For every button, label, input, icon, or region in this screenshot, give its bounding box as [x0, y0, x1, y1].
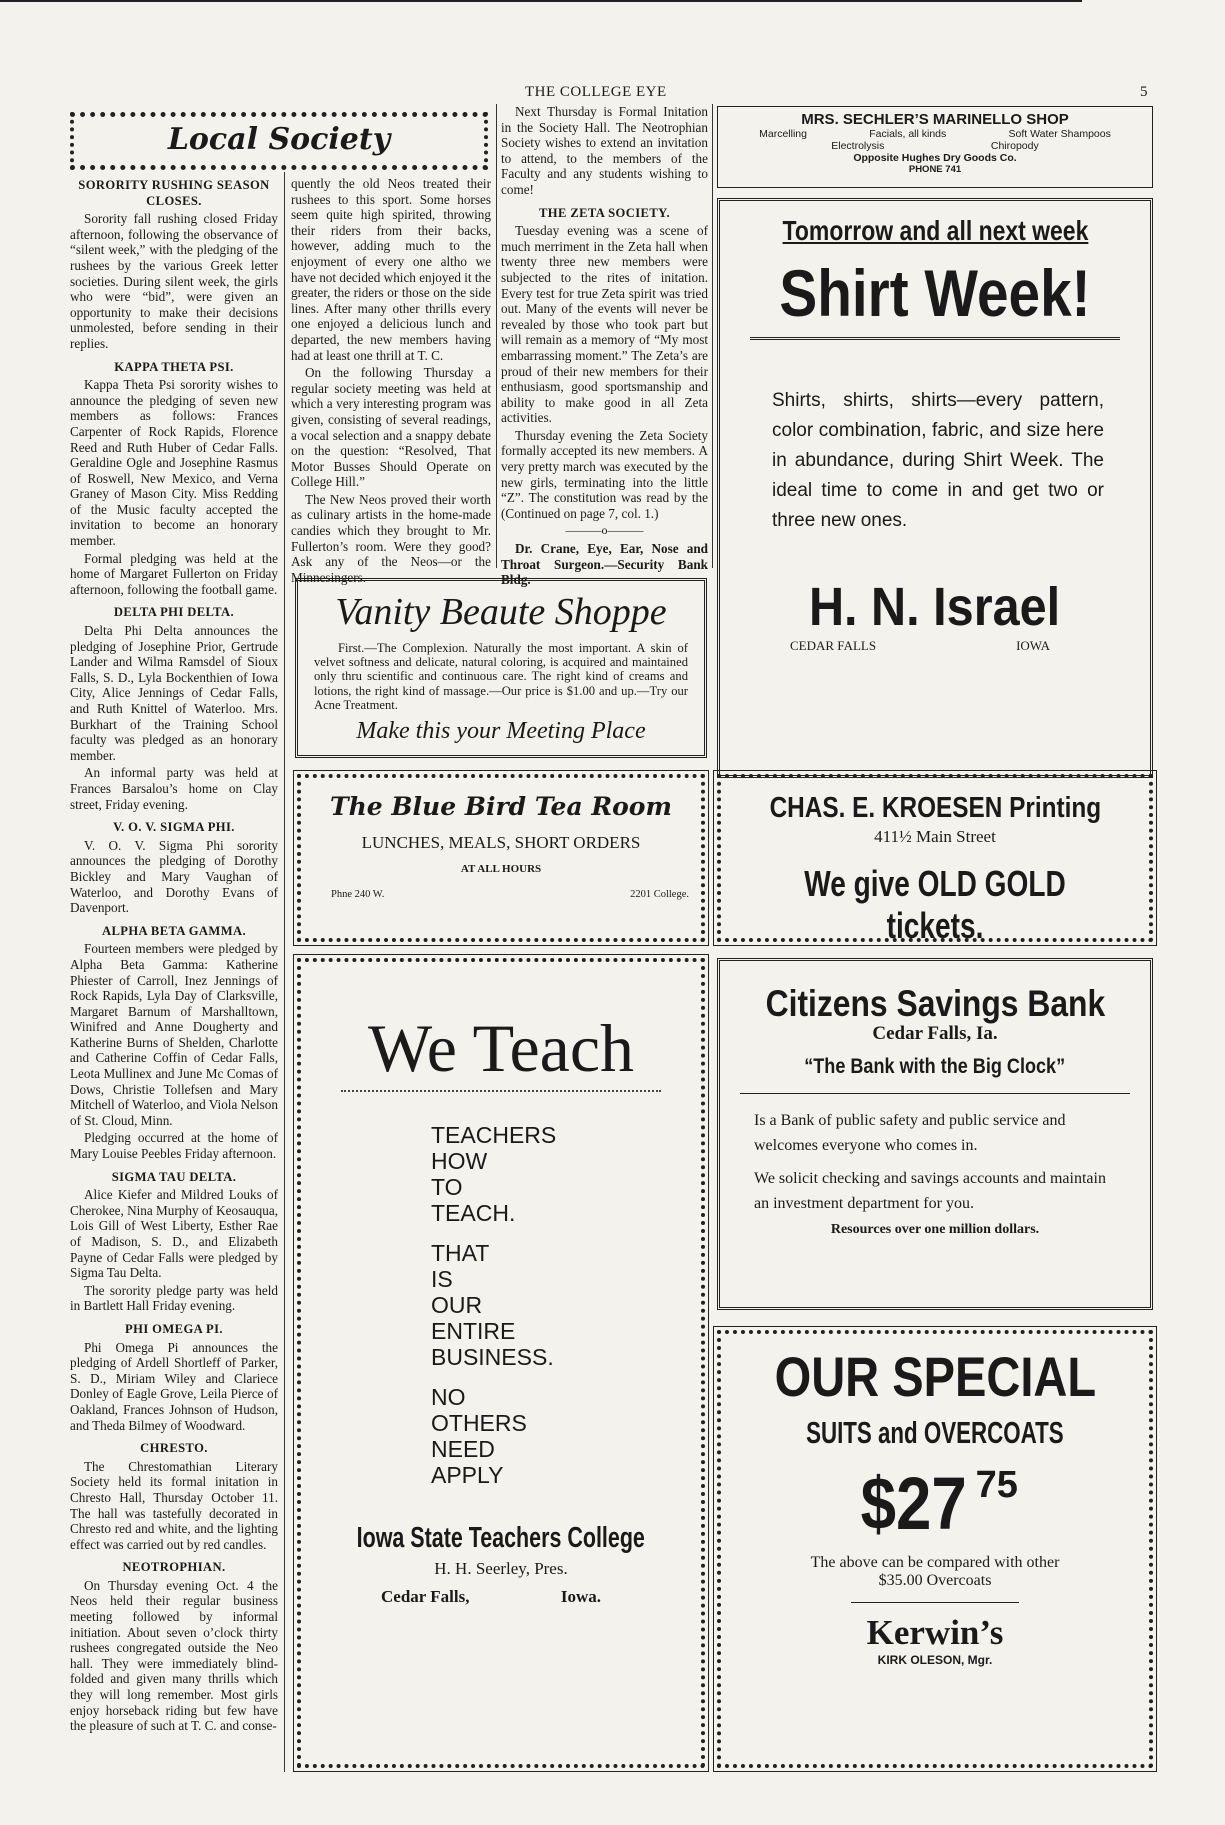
istc-line: THAT — [431, 1240, 490, 1266]
vanity-ad — [295, 578, 707, 758]
istc-ad — [297, 958, 705, 1768]
vanity-footer: Make this your Meeting Place — [356, 718, 646, 745]
article-heading: V. O. V. SIGMA PHI. — [113, 820, 235, 835]
istc-line: OTHERS — [431, 1410, 527, 1436]
article-paragraph: Alice Kiefer and Mildred Louks of Cherokee, Nina Murphy of Keosauqua, Lois Gill of West Liberty, Esther Rae of Madison, S. D., and Elizabeth Payne of Cedar Falls were pledged by Sigma Tau Delta. — [70, 1187, 279, 1281]
istc-line: ENTIRE — [431, 1318, 516, 1344]
istc-block-2 — [431, 1240, 701, 1370]
israel-ad — [717, 198, 1153, 778]
page-number: 5 — [1140, 84, 1148, 100]
article-heading: SIGMA TAU DELTA. — [111, 1169, 237, 1184]
sechler-item: Facials, all kinds — [869, 128, 947, 140]
istc-line: NEED — [431, 1436, 495, 1462]
article-paragraph: Sorority fall rushing closed Friday afternoon, following the observance of “silent week,” with the pledging of the rushees by the various Greek letter societies. During silent week, the girls who were “bid”, were given an opportunity to make their decisions unmolested, before sending in their replies. — [70, 211, 278, 351]
istc-line: HOW — [431, 1148, 488, 1174]
istc-block-1 — [431, 1122, 701, 1226]
divider — [341, 1090, 661, 1092]
article-heading: DELTA PHI DELTA. — [113, 605, 235, 620]
istc-line: OUR — [431, 1292, 483, 1318]
israel-body: Shirts, shirts, shirts—every pattern, color combination, fabric, and size here in abundance, during Shirt Week. The ideal time to come in and get two or three new ones. — [772, 390, 1104, 531]
vanity-body: First.—The Complexion. Naturally the most important. A skin of velvet softness and delicate, natural coloring, is acquired and maintained only thru scientific and continuous care. The right kind of creams and lotions, the right kind of massage.—Our price is $1.00 and up.—Try our Acne Treatment. — [314, 641, 688, 712]
istc-headline: We Teach — [367, 1010, 635, 1086]
israel-name: H. N. Israel — [809, 577, 1061, 637]
kerwin-sub: SUITS and OVERCOATS — [806, 1415, 1064, 1450]
istc-line: IS — [431, 1266, 453, 1292]
kerwin-name: Kerwin’s — [866, 1613, 1004, 1652]
istc-line: NO — [431, 1384, 466, 1410]
article-heading: NEOTROPHIAN. — [122, 1560, 226, 1575]
bluebird-line2: AT ALL HOURS — [460, 863, 542, 875]
istc-line: BUSINESS. — [431, 1344, 554, 1370]
header-rule — [0, 0, 1082, 2]
citizens-p1: Is a Bank of public safety and public service and welcomes everyone who comes in. — [754, 1112, 1066, 1154]
sechler-phone: PHONE 741 — [908, 164, 962, 175]
article-paragraph: Tuesday evening was a scene of much merriment in the Zeta hall when twenty three new members were subjected to the rites of initation. Every test for true Zeta spirit was tried out. Many of the events will never be revealed by those who took part but will remain as a memory of “My most embarrassing moment.” The Zeta’s are proud of their new members for their enthusiasm, good sportsmanship and ability to make good in all Zeta activities. — [501, 223, 708, 426]
istc-state: Iowa. — [560, 1587, 601, 1606]
article-heading: THE ZETA SOCIETY. — [538, 205, 671, 220]
article-paragraph: On Thursday evening Oct. 4 the Neos held their regular business meeting followed by informal initiation. About seven o’clock thirty rushees congregated outside the Neo hall. They were immediately blind-folded and given many thrills which they will long remember. Most girls enjoy horseback riding but few have the pleasure of such at T. C. and conse- — [70, 1577, 278, 1734]
citizens-title: Citizens Savings Bank — [765, 983, 1105, 1024]
israel-city: CEDAR FALLS — [790, 638, 877, 653]
citizens-city: Cedar Falls, Ia. — [872, 1023, 998, 1044]
column-divider — [496, 104, 497, 568]
column-divider — [712, 104, 713, 568]
society-column-1 — [70, 176, 278, 1766]
israel-tagline: Tomorrow and all next week — [782, 215, 1088, 246]
column-divider — [284, 172, 285, 1772]
sechler-location: Opposite Hughes Dry Goods Co. — [853, 152, 1017, 164]
istc-line: APPLY — [431, 1462, 504, 1488]
citizens-ad — [717, 958, 1153, 1310]
local-society-title: Local Society — [167, 122, 391, 157]
section-separator: ———o——— — [565, 523, 644, 538]
article-paragraph: Thursday evening the Zeta Society formally accepted its new members. A very pretty march was executed by the new girls, terminating into the little “Z”. The constitution was read by the (Continued on page 7, col. 1.) — [501, 427, 708, 521]
bluebird-line1: LUNCHES, MEALS, SHORT ORDERS — [361, 833, 641, 852]
sechler-item: Soft Water Shampoos — [1008, 128, 1111, 140]
divider — [750, 337, 1120, 340]
article-paragraph: The New Neos proved their worth as culinary artists in the home-made candies which they brought to Mr. Fullerton’s room. Were they good? Ask any of the Neos—or the Minnesingers. — [291, 491, 491, 585]
istc-line: TEACHERS — [431, 1122, 557, 1148]
society-column-3 — [501, 104, 708, 588]
article-paragraph: Kappa Theta Psi sorority wishes to announce the pledging of seven new members as follows: Frances Carpenter of Rock Rapids, Florence Reed and Ruth Huber of Cedar Falls. Geraldine Ogle and Josephine Rasmus of Roswell, New Mexico, and Verna Graney of Mason City. Miss Redding of the Music faculty accepted the invitation to become an honorary member. — [70, 377, 278, 549]
istc-college: Iowa State Teachers College — [356, 1522, 646, 1554]
citizens-slogan: “The Bank with the Big Clock” — [804, 1055, 1066, 1078]
israel-headline: Shirt Week! — [779, 256, 1091, 330]
sechler-item: Electrolysis — [831, 140, 885, 152]
article-heading: CHRESTO. — [140, 1441, 208, 1456]
kroesen-ad — [717, 774, 1153, 946]
article-paragraph: The Chrestomathian Literary Society held its formal initation in Chresto Hall, Thursday October 11. The hall was tastefully decorated in Chresto red and white, and the lighting effect was carried out by red candles. — [70, 1458, 278, 1552]
kerwin-manager: KIRK OLESON, Mgr. — [877, 1653, 993, 1667]
istc-city: Cedar Falls, — [381, 1587, 470, 1606]
kerwin-headline: OUR SPECIAL — [774, 1345, 1096, 1408]
bluebird-address: 2201 College. — [630, 889, 689, 900]
bluebird-phone: Phne 240 W. — [331, 889, 385, 900]
article-paragraph: Phi Omega Pi announces the pledging of Ardell Shortleff of Parker, S. D., Miriam Wiley and Clariece Donley of Eagle Grove, Leila Pierce of Oakland, Frances Johnson of Hudson, and Theda Bilmey of Woodward. — [70, 1339, 278, 1433]
society-column-2 — [291, 176, 491, 585]
article-heading: KAPPA THETA PSI. — [114, 359, 234, 374]
article-paragraph: Delta Phi Delta announces the pledging of Josephine Prior, Gertrude Lander and Wilma Ramsdel of Sioux Falls, S. D., Lyla Bockenthien of Iowa City, Alice Jennings of Cedar Falls, and Ruth Knittel of Waterloo. Mrs. Burkhart of the Training School faculty was pledged as an honorary member. — [70, 623, 278, 763]
article-paragraph: On the following Thursday a regular society meeting was held at which a very interesting program was given, consisting of several readings, a vocal selection and a snappy debate on the question: “Resolved, That Motor Busses Should Operate on College Hill.” — [291, 365, 491, 490]
divider — [851, 1602, 1019, 1603]
local-society-banner — [70, 112, 488, 170]
kroesen-title: CHAS. E. KROESEN Printing — [769, 792, 1101, 824]
article-heading: PHI OMEGA PI. — [125, 1321, 223, 1336]
kerwin-compare-2: $35.00 Overcoats — [878, 1572, 992, 1589]
kerwin-price-cents: 75 — [975, 1464, 1018, 1506]
bluebird-ad — [297, 774, 705, 942]
article-paragraph: Fourteen members were pledged by Alpha Beta Gamma: Katherine Phiester of Carroll, Inez Jennings of Rock Rapids, Lyla Day of Clarksville, Margaret Barnum of Marshalltown, Winifred and Anne Dougherty and Katherine Burns of Shelden, Charlotte and Catherine Coffin of Cedar Falls, Leota Mullinex and June Mc Comas of Dows, Christie Tollefsen and Mary Mitchell of Waterloo, and Viola Nelson of St. Cloud, Minn. — [70, 941, 278, 1128]
kerwin-ad — [717, 1330, 1153, 1768]
bluebird-title: The Blue Bird Tea Room — [330, 792, 672, 821]
article-heading: ALPHA BETA GAMMA. — [101, 923, 247, 938]
istc-line: TEACH. — [431, 1200, 516, 1226]
article-paragraph: The sorority pledge party was held in Bartlett Hall Friday evening. — [70, 1282, 278, 1314]
citizens-resources: Resources over one million dollars. — [830, 1222, 1040, 1237]
kroesen-address: 411½ Main Street — [874, 827, 996, 846]
sechler-item: Chiropody — [990, 140, 1039, 152]
istc-president: H. H. Seerley, Pres. — [434, 1559, 568, 1578]
sechler-ad — [717, 106, 1153, 188]
israel-state: IOWA — [1016, 638, 1050, 653]
article-paragraph: Formal pledging was held at the home of Margaret Fullerton on Friday afternoon, following the football game. — [70, 550, 278, 597]
kerwin-compare-1: The above can be compared with other — [810, 1554, 1060, 1571]
sechler-item: Marcelling — [759, 128, 807, 140]
article-paragraph: V. O. V. Sigma Phi sorority announces the pledging of Dorothy Bickley and Mary Vaughan of Waterloo, and Dorothy Evans of Davenport. — [70, 837, 278, 916]
article-paragraph: An informal party was held at Frances Barsalou’s home on Clay street, Friday evening. — [70, 765, 278, 812]
istc-block-3 — [431, 1384, 701, 1488]
article-heading: SORORITY RUSHING SEASON CLOSES. — [78, 178, 270, 208]
kroesen-tickets: We give OLD GOLD tickets. — [804, 863, 1066, 946]
citizens-p2: We solicit checking and savings accounts and maintain an investment department for you. — [754, 1170, 1106, 1212]
article-paragraph: quently the old Neos treated their rushees to this sport. Some horses seem quite high spirited, throwing their riders from their backs, however, adding much to the enjoyment of every one altho we have not decided which enjoyed it the greater, the riders or those on the side lines. After many other thrills every one enjoyed a delicious lunch and departed, the new members having had at least one thrill at T. C. — [291, 176, 491, 363]
article-paragraph: Next Thursday is Formal Initation in the Society Hall. The Neotrophian Society wishes to extend an invitation to attend, to the members of the Faculty and any students wishing to come! — [501, 104, 708, 197]
article-paragraph: Pledging occurred at the home of Mary Louise Peebles Friday afternoon. — [70, 1130, 278, 1162]
sechler-title: MRS. SECHLER’S MARINELLO SHOP — [801, 111, 1069, 128]
masthead: THE COLLEGE EYE — [525, 84, 667, 100]
kerwin-price-dollars: $27 — [860, 1462, 967, 1545]
vanity-title: Vanity Beaute Shoppe — [335, 591, 667, 633]
istc-line: TO — [431, 1174, 463, 1200]
advert-notice: Dr. Crane, Eye, Ear, Nose and Throat Surgeon.—Security Bank Bldg. — [501, 541, 708, 588]
